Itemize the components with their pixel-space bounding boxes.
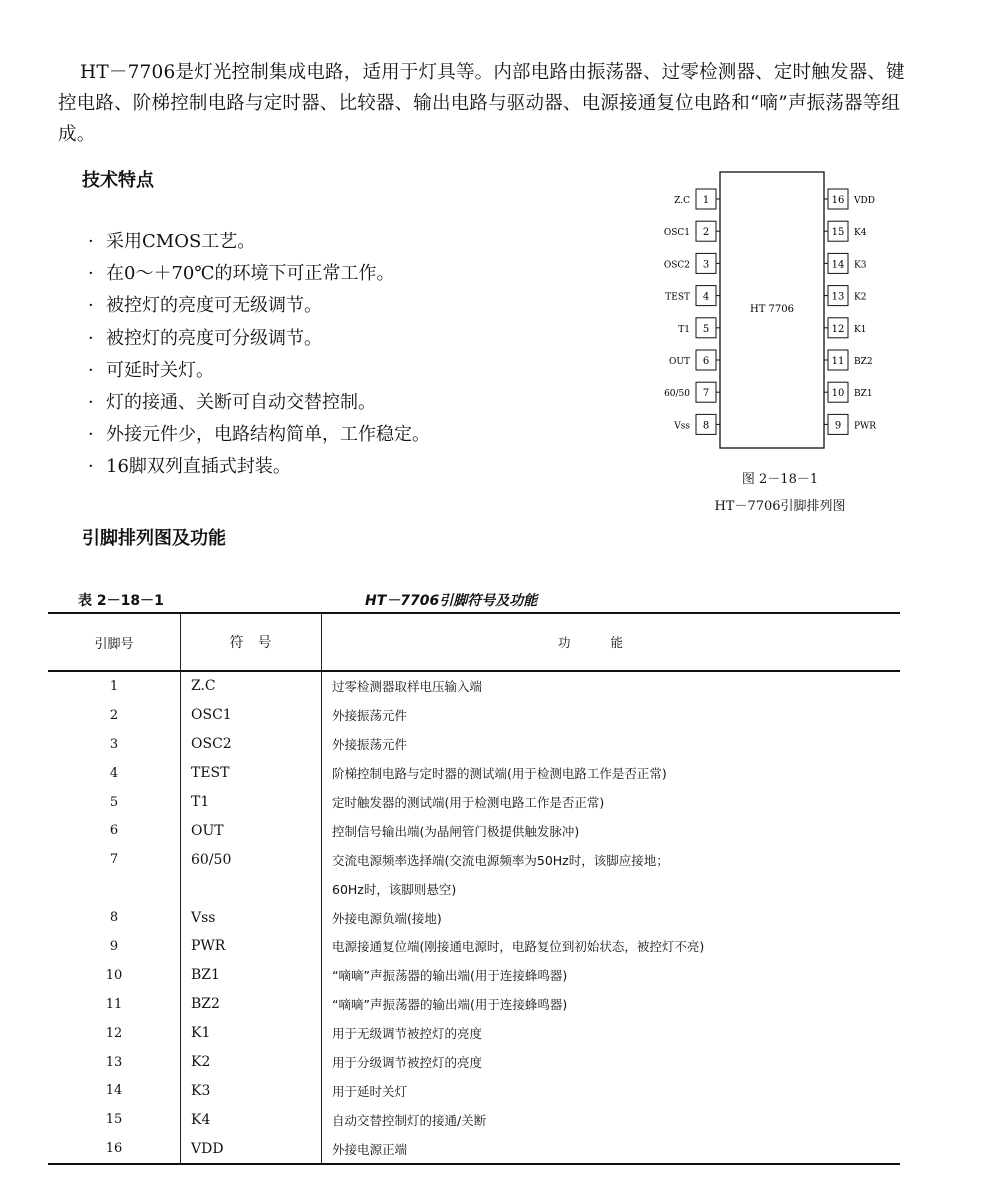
pin-name: BZ1 bbox=[854, 389, 873, 400]
bullet: · bbox=[88, 327, 94, 349]
pin-number: 1 bbox=[702, 195, 710, 206]
bullet: · bbox=[88, 359, 94, 381]
pin-number: 13 bbox=[831, 291, 845, 303]
feature-text: 外接元件少，电路结构简单，工作稳定。 bbox=[106, 424, 430, 446]
pin-number-cell: 15 bbox=[48, 1105, 181, 1134]
feature-item bbox=[88, 323, 430, 355]
pin-symbol-cell: OUT bbox=[181, 816, 322, 845]
table-row bbox=[48, 845, 900, 874]
pin-function-cell: 用于无级调节被控灯的亮度 bbox=[332, 1026, 483, 1042]
table-row bbox=[48, 932, 900, 961]
pin-name: OSC2 bbox=[663, 260, 690, 271]
pin-function-cell: 外接电源正端 bbox=[322, 1134, 901, 1164]
pin-number-cell: 5 bbox=[48, 788, 181, 817]
feature-text: 16脚双列直插式封装。 bbox=[106, 456, 291, 478]
pin-number: 12 bbox=[831, 323, 845, 335]
pin-number: 14 bbox=[831, 259, 845, 271]
pin-function-table bbox=[48, 612, 900, 1165]
pin-function-cell: 过零检测器取样电压输入端 bbox=[332, 679, 483, 695]
pinout-diagram bbox=[640, 168, 890, 458]
bullet: · bbox=[88, 391, 94, 413]
chip-drawing bbox=[640, 168, 890, 458]
pin-name: K4 bbox=[854, 228, 867, 239]
features-list bbox=[88, 226, 430, 484]
feature-item bbox=[88, 258, 430, 290]
pin-function-cell: 交流电源频率选择端(交流电源频率为50Hz时，该脚应接地； bbox=[332, 852, 669, 868]
features-heading: 技术特点 bbox=[82, 170, 154, 191]
pin-function-cell: 用于分级调节被控灯的亮度 bbox=[332, 1055, 483, 1071]
pin-function-cell: 定时触发器的测试端(用于检测电路工作是否正常) bbox=[332, 795, 605, 810]
header-pin: 引脚号 bbox=[48, 613, 181, 671]
pin-symbol-cell: Z.C bbox=[181, 671, 322, 701]
feature-item bbox=[88, 355, 430, 387]
feature-item bbox=[88, 290, 430, 322]
pin-function-cell: 控制信号输出端(为晶闸管门极提供触发脉冲) bbox=[332, 823, 580, 839]
pin-name: TEST bbox=[665, 292, 690, 303]
pin-number-cell: 11 bbox=[48, 990, 181, 1019]
pin-symbol-cell: Vss bbox=[181, 903, 322, 932]
table-row bbox=[48, 701, 900, 730]
pin-symbol-cell: OSC1 bbox=[181, 701, 322, 730]
bullet: · bbox=[88, 263, 94, 285]
bullet: · bbox=[88, 456, 94, 478]
table-row bbox=[48, 671, 900, 701]
bullet: · bbox=[88, 424, 94, 446]
feature-text: 在0～＋70℃的环境下可正常工作。 bbox=[106, 263, 395, 285]
feature-item bbox=[88, 226, 430, 258]
right-pin-group bbox=[824, 189, 876, 434]
pin-number: 16 bbox=[831, 195, 845, 206]
pin-name: 60/50 bbox=[664, 389, 690, 400]
feature-item bbox=[88, 419, 430, 451]
feature-text: 被控灯的亮度可分级调节。 bbox=[106, 327, 322, 349]
pin-name: T1 bbox=[678, 324, 690, 335]
pin-name: Vss bbox=[674, 421, 690, 432]
header-symbol: 符 号 bbox=[181, 613, 322, 671]
figure-number: 图 2－18－1 bbox=[741, 472, 819, 487]
pin-name: K2 bbox=[854, 292, 867, 303]
pin-number-cell: 7 bbox=[48, 845, 181, 874]
table-body bbox=[48, 671, 900, 1164]
pin-name: Z.C bbox=[674, 196, 690, 206]
table-row bbox=[48, 1076, 900, 1105]
pin-symbol-cell: T1 bbox=[181, 788, 322, 817]
pin-number: 8 bbox=[702, 420, 710, 432]
pin-name: OUT bbox=[669, 357, 690, 367]
pin-number-cell: 1 bbox=[48, 671, 181, 701]
feature-text: 可延时关灯。 bbox=[106, 359, 214, 381]
pin-number: 3 bbox=[702, 259, 710, 271]
table-label: 表 2－18－1 bbox=[78, 593, 164, 609]
bullet: · bbox=[88, 295, 94, 317]
table-row bbox=[48, 990, 900, 1019]
pin-number-cell: 6 bbox=[48, 816, 181, 845]
pin-symbol-cell: K4 bbox=[181, 1105, 322, 1134]
pin-symbol-cell: BZ1 bbox=[181, 961, 322, 990]
pin-function-cell: 外接振荡元件 bbox=[332, 737, 408, 753]
pin-number-cell: 9 bbox=[48, 932, 181, 961]
pin-function-cell: 外接电源负端(接地) bbox=[332, 910, 442, 926]
feature-text: 被控灯的亮度可无级调节。 bbox=[106, 295, 322, 317]
feature-text: 采用CMOS工艺。 bbox=[106, 231, 256, 252]
pin-number: 15 bbox=[831, 227, 845, 239]
pin-number: 10 bbox=[831, 388, 845, 400]
pin-symbol-cell: OSC2 bbox=[181, 730, 322, 759]
pin-name: K1 bbox=[854, 324, 867, 335]
figure-caption: HT－7706引脚排列图 bbox=[714, 499, 846, 514]
pin-number: 6 bbox=[702, 356, 710, 367]
pin-number-cell bbox=[48, 874, 181, 903]
pin-number-cell: 8 bbox=[48, 903, 181, 932]
pin-function-cell: “嘀嘀”声振荡器的输出端(用于连接蜂鸣器) bbox=[332, 968, 568, 984]
pin-function-cell: 电源接通复位端(刚接通电源时，电路复位到初始状态，被控灯不亮) bbox=[332, 939, 705, 955]
pin-symbol-cell: BZ2 bbox=[181, 990, 322, 1019]
pin-symbol-cell: TEST bbox=[181, 759, 322, 788]
table-row bbox=[48, 730, 900, 759]
feature-text: 灯的接通、关断可自动交替控制。 bbox=[106, 391, 376, 413]
left-pin-group bbox=[664, 189, 720, 434]
pin-name: OSC1 bbox=[663, 228, 690, 239]
pinout-heading: 引脚排列图及功能 bbox=[82, 528, 226, 549]
pin-number: 2 bbox=[702, 227, 710, 239]
pin-symbol-cell: K3 bbox=[181, 1076, 322, 1105]
chip-label: HT 7706 bbox=[749, 304, 795, 315]
pin-symbol-cell: 60/50 bbox=[181, 845, 322, 874]
pin-number-cell: 16 bbox=[48, 1134, 181, 1164]
pin-name: BZ2 bbox=[854, 357, 873, 367]
pin-number-cell: 2 bbox=[48, 701, 181, 730]
intro-paragraph: HT－7706是灯光控制集成电路，适用于灯具等。内部电路由振荡器、过零检测器、定时触发器、键控电路、阶梯控制电路与定时器、比较器、输出电路与驱动器、电源接通复位电路和“嘀”声振荡器等组成。 bbox=[58, 61, 905, 145]
pin-number: 5 bbox=[702, 323, 710, 335]
pin-name: PWR bbox=[854, 421, 877, 432]
feature-item bbox=[88, 387, 430, 419]
pin-symbol-cell: VDD bbox=[181, 1134, 322, 1164]
pin-function-cell: “嘀嘀”声振荡器的输出端(用于连接蜂鸣器) bbox=[332, 997, 568, 1013]
feature-item bbox=[88, 451, 430, 483]
table-title: HT－7706引脚符号及功能 bbox=[365, 593, 538, 609]
table-header-row bbox=[48, 613, 900, 671]
table-row bbox=[48, 759, 900, 788]
pin-function-cell: 阶梯控制电路与定时器的测试端(用于检测电路工作是否正常) bbox=[332, 766, 667, 782]
pin-number-cell: 14 bbox=[48, 1076, 181, 1105]
pin-number: 9 bbox=[834, 420, 842, 432]
table-row bbox=[48, 1105, 900, 1134]
table-row bbox=[48, 1048, 900, 1077]
table-row bbox=[48, 903, 900, 932]
pin-function-cell: 用于延时关灯 bbox=[332, 1083, 408, 1099]
pin-function-cell: 60Hz时，该脚则悬空) bbox=[332, 881, 457, 897]
table-row bbox=[48, 874, 900, 903]
bullet: · bbox=[88, 231, 94, 252]
pin-symbol-cell: K1 bbox=[181, 1019, 322, 1048]
pin-name: VDD bbox=[854, 196, 875, 206]
pin-number: 7 bbox=[702, 388, 710, 400]
pin-number-cell: 12 bbox=[48, 1019, 181, 1048]
pin-number-cell: 4 bbox=[48, 759, 181, 788]
pin-symbol-cell: PWR bbox=[181, 932, 322, 961]
table-row bbox=[48, 961, 900, 990]
pin-number-cell: 3 bbox=[48, 730, 181, 759]
pin-number-cell: 10 bbox=[48, 961, 181, 990]
pin-number: 4 bbox=[702, 291, 710, 303]
pin-number-cell: 13 bbox=[48, 1048, 181, 1077]
pin-function-cell: 外接振荡元件 bbox=[332, 708, 408, 724]
table-row bbox=[48, 1019, 900, 1048]
table-row bbox=[48, 816, 900, 845]
pin-symbol-cell bbox=[181, 874, 322, 903]
pin-number: 11 bbox=[831, 356, 845, 367]
pin-name: K3 bbox=[854, 260, 867, 271]
pin-function-cell: 自动交替控制灯的接通/关断 bbox=[332, 1112, 487, 1128]
table-row bbox=[48, 1134, 900, 1164]
header-function: 功能 bbox=[322, 613, 901, 671]
pin-symbol-cell: K2 bbox=[181, 1048, 322, 1077]
table-row bbox=[48, 788, 900, 817]
